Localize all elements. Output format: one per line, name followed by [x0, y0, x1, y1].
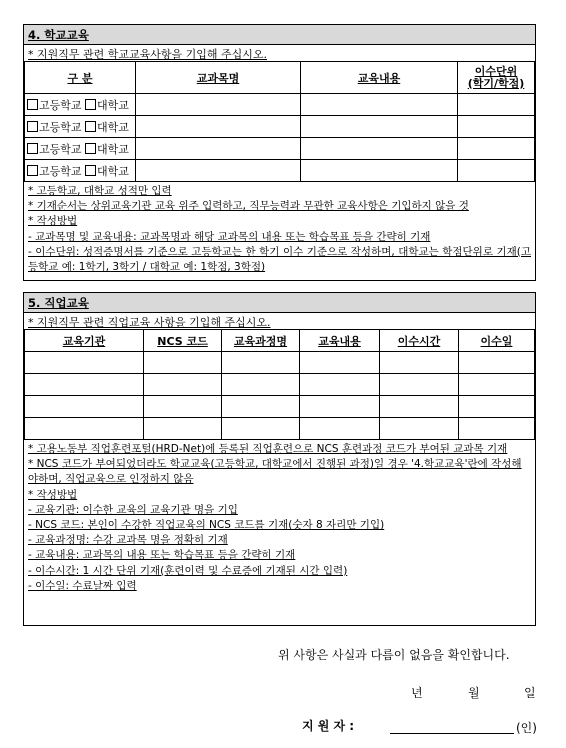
high-school-label: 고등학교 [39, 164, 82, 178]
header-course-name: 교육과정명 [222, 330, 300, 352]
signature-line[interactable] [390, 733, 514, 734]
note: * 작성방법 [28, 215, 78, 228]
institution-input[interactable] [25, 352, 144, 374]
section-notes [24, 182, 535, 280]
content-input[interactable] [301, 138, 458, 160]
university-checkbox[interactable] [85, 99, 96, 110]
table-row [25, 352, 535, 374]
credit-input[interactable] [458, 94, 535, 116]
note: - 교육과정명: 수강 교과목 명을 정확히 기재 [28, 534, 228, 547]
completion-date-input[interactable] [459, 352, 535, 374]
section-instruction: * 지원직무 관련 직업교육 사항을 기입해 주십시오. [28, 316, 271, 329]
subject-input[interactable] [136, 160, 301, 182]
header-institution: 교육기관 [25, 330, 144, 352]
content-input[interactable] [300, 418, 380, 440]
note: - 교육기관: 이수한 교육의 교육기관 명을 기입 [28, 503, 238, 516]
content-input[interactable] [301, 94, 458, 116]
ncs-code-input[interactable] [144, 374, 222, 396]
course-name-input[interactable] [222, 418, 300, 440]
completion-date-input[interactable] [459, 396, 535, 418]
ncs-code-input[interactable] [144, 352, 222, 374]
course-name-input[interactable] [222, 374, 300, 396]
credit-input[interactable] [458, 138, 535, 160]
content-input[interactable] [301, 116, 458, 138]
content-input[interactable] [300, 396, 380, 418]
header-category: 구 분 [25, 62, 136, 94]
high-school-label: 고등학교 [39, 142, 82, 156]
header-ncs-code: NCS 코드 [144, 330, 222, 352]
hours-input[interactable] [380, 418, 459, 440]
table-row [25, 160, 535, 182]
applicant-label: 지 원 자 : [302, 719, 355, 733]
university-label: 대학교 [97, 164, 129, 178]
vocational-education-section [23, 292, 536, 626]
table-row [25, 418, 535, 440]
date-day: 일 [524, 686, 536, 700]
subject-input[interactable] [136, 138, 301, 160]
table-row [25, 116, 535, 138]
credit-input[interactable] [458, 160, 535, 182]
school-education-section [23, 24, 536, 281]
high-school-label: 고등학교 [39, 98, 82, 112]
school-type-cell [25, 160, 136, 182]
ncs-code-input[interactable] [144, 396, 222, 418]
high-school-checkbox[interactable] [27, 99, 38, 110]
subject-input[interactable] [136, 116, 301, 138]
section-title: 5. 직업교육 [24, 293, 535, 313]
date-year: 년 [411, 686, 423, 700]
school-type-cell [25, 116, 136, 138]
note: - 이수단위: 성적증명서를 기준으로 고등학교는 한 학기 이수 기준으로 작성하며, 대학교는 학점단위로 기재(고등학교 예: 1학기, 3학기 / 대학교 예: 1학점, 3학점) [28, 245, 531, 274]
section-notes [24, 440, 535, 625]
header-content: 교육내용 [300, 330, 380, 352]
table-row [25, 396, 535, 418]
school-type-cell [25, 94, 136, 116]
institution-input[interactable] [25, 374, 144, 396]
high-school-checkbox[interactable] [27, 165, 38, 176]
note: * 작성방법 [28, 488, 78, 501]
table-row [25, 138, 535, 160]
content-input[interactable] [301, 160, 458, 182]
hours-input[interactable] [380, 396, 459, 418]
university-label: 대학교 [97, 142, 129, 156]
high-school-label: 고등학교 [39, 120, 82, 134]
completion-date-input[interactable] [459, 418, 535, 440]
university-checkbox[interactable] [85, 143, 96, 154]
hours-input[interactable] [380, 352, 459, 374]
note: - NCS 코드: 본인이 수강한 직업교육의 NCS 코드를 기재(숫자 8 자리만 기입) [28, 519, 385, 532]
header-content: 교육내용 [301, 62, 458, 94]
note: - 교과목명 및 교육내용: 교과목명과 해당 교과목의 내용 또는 학습목표 등을 간략히 기재 [28, 230, 431, 243]
header-credit-unit: 이수단위 (학기/학점) [458, 62, 535, 94]
section-title: 4. 학교교육 [24, 25, 535, 45]
table-row [25, 374, 535, 396]
school-type-cell [25, 138, 136, 160]
institution-input[interactable] [25, 418, 144, 440]
university-label: 대학교 [97, 120, 129, 134]
institution-input[interactable] [25, 396, 144, 418]
header-subject: 교과목명 [136, 62, 301, 94]
seal-mark: (인) [516, 721, 537, 735]
high-school-checkbox[interactable] [27, 121, 38, 132]
note: * NCS 코드가 부여되었더라도 학교교육(고등학교, 대학교에서 진행된 과정)일 경우 '4.학교교육'란에 작성해야하며, 직업교육으로 인정하지 않음 [28, 458, 522, 486]
confirmation-text: 위 사항은 사실과 다름이 없음을 확인합니다. [278, 648, 510, 662]
vocational-education-table [24, 329, 535, 440]
ncs-code-input[interactable] [144, 418, 222, 440]
table-row [25, 94, 535, 116]
content-input[interactable] [300, 352, 380, 374]
course-name-input[interactable] [222, 396, 300, 418]
note: - 이수시간: 1 시간 단위 기재(훈련이력 및 수료증에 기재된 시간 입력) [28, 564, 348, 577]
hours-input[interactable] [380, 374, 459, 396]
section-instruction: * 지원직무 관련 학교교육사항을 기입해 주십시오. [28, 48, 267, 61]
course-name-input[interactable] [222, 352, 300, 374]
high-school-checkbox[interactable] [27, 143, 38, 154]
header-hours: 이수시간 [380, 330, 459, 352]
date-month: 월 [468, 686, 480, 700]
completion-date-input[interactable] [459, 374, 535, 396]
note: - 교육내용: 교과목의 내용 또는 학습목표 등을 간략히 기재 [28, 549, 296, 562]
university-checkbox[interactable] [85, 165, 96, 176]
note: * 고등학교, 대학교 성적만 입력 [28, 185, 172, 197]
note: * 기재순서는 상위교육기관 교육 위주 입력하고, 직무능력과 무관한 교육사항은 기입하지 않을 것 [28, 200, 469, 213]
credit-input[interactable] [458, 116, 535, 138]
note: * 고용노동부 직업훈련포털(HRD-Net)에 등록된 직업훈련으로 NCS 훈련과정 코드가 부여된 교과목 기재 [28, 443, 508, 455]
school-education-table [24, 61, 535, 182]
content-input[interactable] [300, 374, 380, 396]
university-label: 대학교 [97, 98, 129, 112]
subject-input[interactable] [136, 94, 301, 116]
university-checkbox[interactable] [85, 121, 96, 132]
header-completion-date: 이수일 [459, 330, 535, 352]
note: - 이수일: 수료날짜 입력 [28, 579, 137, 592]
